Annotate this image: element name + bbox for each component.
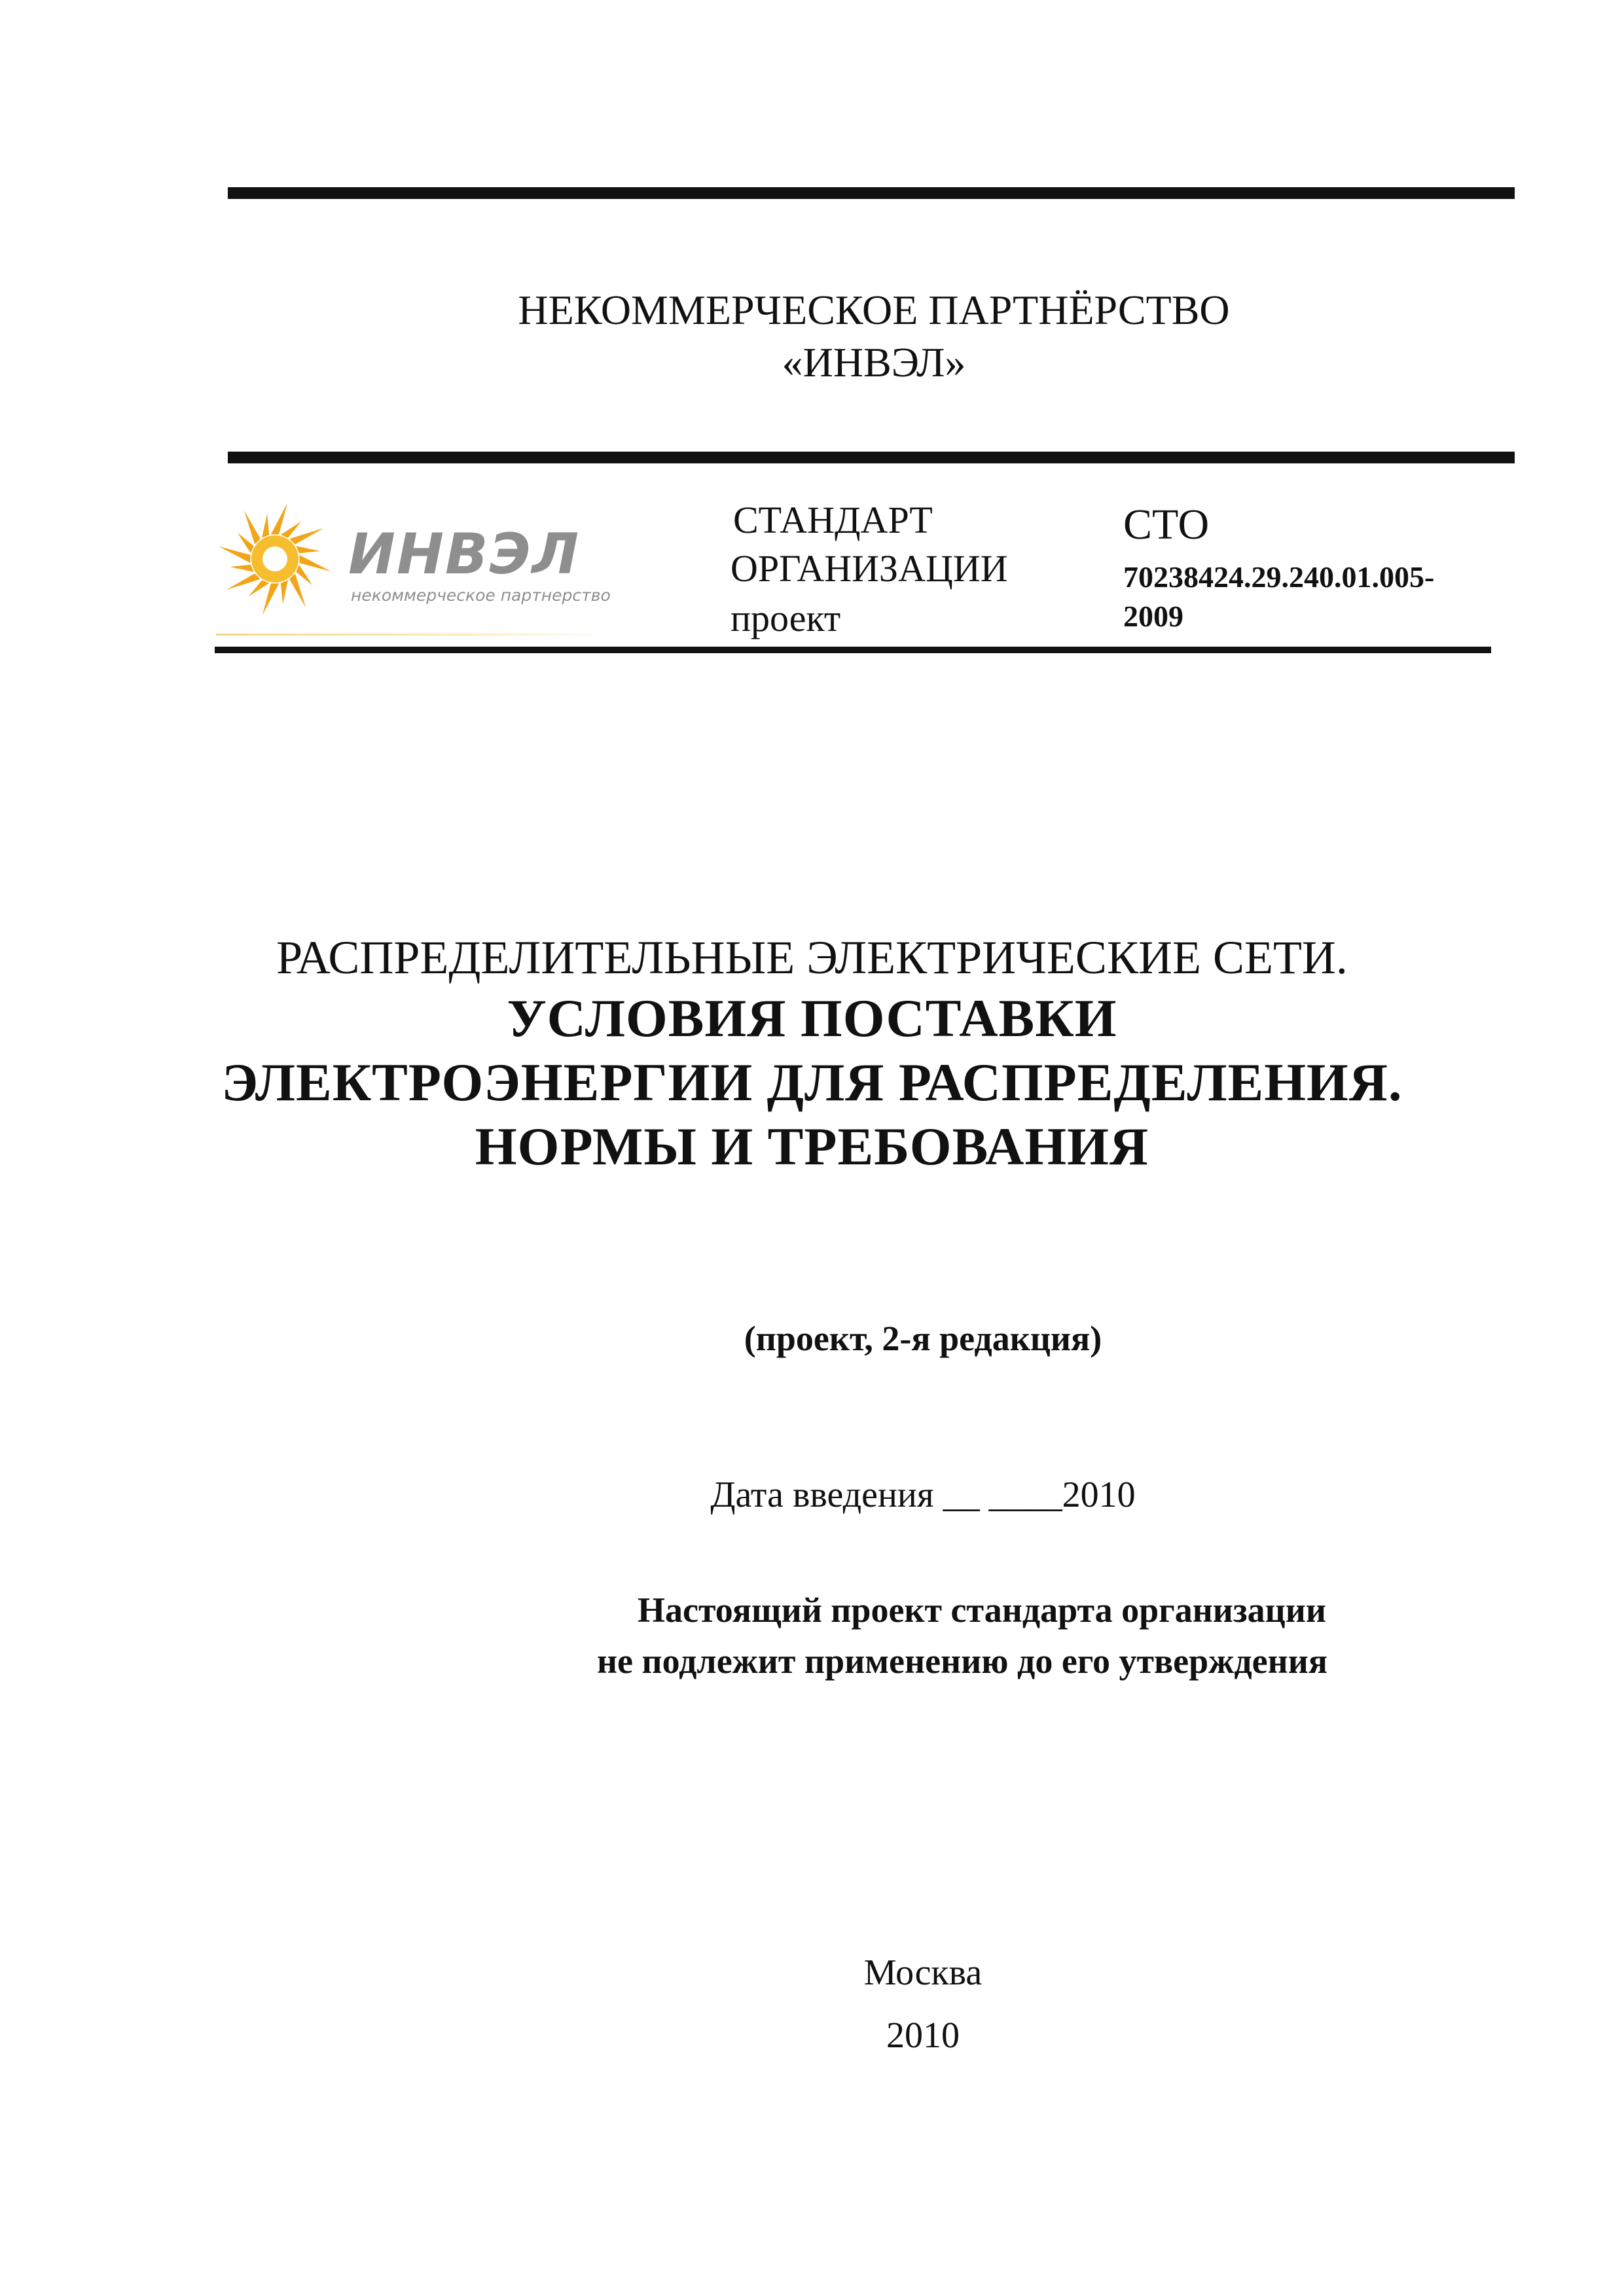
publication-city: Москва xyxy=(863,1952,983,1993)
standard-type-line2: ОРГАНИЗАЦИИ xyxy=(731,547,1008,590)
standard-code-number: 70238424.29.240.01.005- xyxy=(1123,560,1435,594)
organization-name: НЕКОММЕРЧЕСКОЕ ПАРТНЁРСТВО xyxy=(518,287,1230,333)
sun-ray-icon xyxy=(289,528,323,545)
standard-code-year: 2009 xyxy=(1123,600,1183,633)
document-title-line1: РАСПРЕДЕЛИТЕЛЬНЫЕ ЭЛЕКТРИЧЕСКИЕ СЕТИ. xyxy=(276,931,1348,984)
logo-wordmark: ИНВЭЛ xyxy=(348,522,581,587)
sun-ray-icon xyxy=(238,533,254,554)
document-title-line4: НОРМЫ И ТРЕБОВАНИЯ xyxy=(475,1117,1149,1176)
sun-ray-icon xyxy=(296,565,312,586)
top-divider xyxy=(228,187,1515,199)
edition-note: (проект, 2-я редакция) xyxy=(744,1319,1102,1358)
sun-ray-icon xyxy=(281,522,302,538)
logo-underline xyxy=(216,634,609,636)
sun-ray-icon xyxy=(281,580,288,604)
draft-notice-line2: не подлежит применению до его утверждения xyxy=(596,1641,1328,1681)
sun-ray-icon xyxy=(289,573,306,607)
sun-ray-icon xyxy=(226,573,261,590)
document-title-line2: УСЛОВИЯ ПОСТАВКИ xyxy=(507,988,1117,1048)
sun-ray-icon xyxy=(271,503,287,534)
sun-ray-icon xyxy=(249,580,270,596)
standard-type-line1: СТАНДАРТ xyxy=(733,499,933,541)
organization-short-name: «ИНВЭЛ» xyxy=(782,339,966,386)
sun-ray-icon xyxy=(262,514,269,538)
draft-notice-line1: Настоящий проект стандарта организации xyxy=(638,1590,1326,1630)
sun-ray-icon xyxy=(230,565,254,572)
publication-year: 2010 xyxy=(886,2015,960,2056)
logo-tagline: некоммерческое партнерство xyxy=(351,586,611,605)
standard-code-label: СТО xyxy=(1123,501,1210,548)
invel-logo xyxy=(213,492,613,643)
sun-ray-icon xyxy=(262,584,279,615)
sun-ray-icon xyxy=(244,511,261,545)
document-title-line3: ЭЛЕКТРОЭНЕРГИИ ДЛЯ РАСПРЕДЕЛЕНИЯ. xyxy=(221,1052,1403,1112)
introduction-date: Дата введения __ ____2010 xyxy=(710,1475,1136,1515)
header-bottom-divider xyxy=(215,647,1491,653)
sun-ray-icon xyxy=(296,546,320,553)
sun-ray-icon xyxy=(219,547,250,563)
sun-ray-icon xyxy=(300,555,331,571)
standard-status: проект xyxy=(731,597,841,639)
sun-logo-icon xyxy=(213,492,613,643)
middle-divider xyxy=(228,452,1515,463)
